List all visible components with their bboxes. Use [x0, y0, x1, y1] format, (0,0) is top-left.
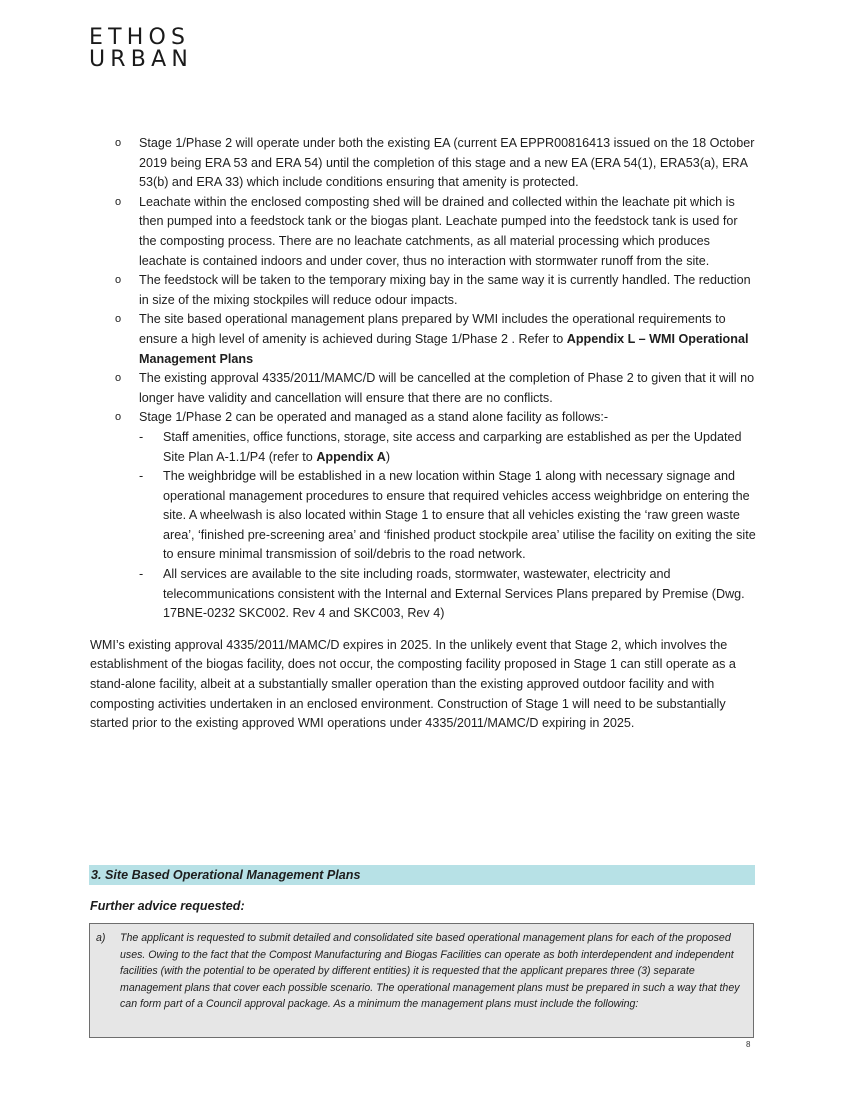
- bullet-item: [90, 134, 756, 193]
- advice-item-text: The applicant is requested to submit detailed and consolidated site based operational management plans for each of the proposed uses. Owing to the fact that the Compost Manufacturing and Biogas Facilities can operate as both interdependent and independent facilities (with the potential to be operated by different entities) it is requested that the applicant prepares three (3) separate management plans that cover each possible scenario. The operational management plans must be prepared in such a way that they can form part of a Council approval package. As a minimum the management plans must include the following:: [120, 932, 740, 1011]
- logo-line-1: ETHOS: [89, 25, 191, 50]
- advice-box: [89, 923, 754, 1038]
- bullet-text: [139, 369, 756, 408]
- document-body: [90, 134, 756, 734]
- bullet-item: [90, 408, 756, 624]
- bullet-text: [139, 271, 756, 310]
- bullet-text: [139, 310, 756, 369]
- text-run: ): [385, 449, 391, 464]
- section-title: 3. Site Based Operational Management Plans: [91, 868, 361, 882]
- sub-list-item: [139, 428, 756, 467]
- bullet-marker: o: [115, 372, 122, 385]
- text-run: The feedstock will be taken to the temporary mixing bay in the same way it is currently handled. The reduction in size of the mixing stockpiles will reduce odour impacts.: [139, 273, 751, 307]
- logo-line-2: URBAN: [89, 47, 193, 72]
- bullet-list: [90, 134, 756, 624]
- sub-item-text: [163, 467, 756, 565]
- bullet-marker: o: [115, 195, 122, 208]
- ethos-urban-logo: [89, 27, 193, 71]
- text-run: The existing approval 4335/2011/MAMC/D will be cancelled at the completion of Phase 2 to given that it will no longer have validity and cancellation will ensure that there are no conflicts.: [139, 371, 755, 405]
- section-heading: [89, 865, 755, 885]
- text-run: Stage 1/Phase 2 will operate under both the existing EA (current EA EPPR00816413 issued on the 18 October 2019 being ERA 53 and ERA 54) until the completion of this stage and a new EA (ERA 54(1), ERA53(a), ERA 53(b) and ERA 33) which include conditions ensuring that amenity is protected.: [139, 136, 755, 190]
- bullet-text: [139, 408, 756, 428]
- text-run: Stage 1/Phase 2 can be operated and managed as a stand alone facility as follows:-: [139, 410, 609, 425]
- bullet-marker: o: [115, 411, 122, 424]
- bullet-text: [139, 134, 756, 193]
- text-run: The site based operational management plans prepared by WMI includes the operational requirements to ensure a high level of amenity is achieved during Stage 1/Phase 2 . Refer to: [139, 312, 726, 346]
- page-number: 8: [746, 1040, 751, 1049]
- sub-item-text: [163, 428, 756, 467]
- text-run: All services are available to the site including roads, stormwater, wastewater, electricity and telecommunications consistent with the Internal and External Services Plans prepared by Premise (Dwg. 17BNE-0232 SKC002. Rev 4 and SKC003, Rev 4): [163, 567, 745, 621]
- bullet-marker: o: [115, 313, 122, 326]
- sub-list-item: [139, 565, 756, 624]
- text-run: Staff amenities, office functions, storage, site access and carparking are established as per the Updated Site Plan A-1.1/P4 (refer to: [163, 429, 742, 464]
- bullet-item: [90, 193, 756, 271]
- summary-paragraph: WMI’s existing approval 4335/2011/MAMC/D expires in 2025. In the unlikely event that Stage 2, which involves the establishment of the biogas facility, does not occur, the composting facility proposed in Stage 1 can still operate as a stand-alone facility, albeit at a substantially smaller operation than the existing approved outdoor facility and with composting activities undertaken in an enclosed environment. Construction of Stage 1 will need to be substantially started prior to the existing approved WMI operations under 4335/2011/MAMC/D expiring in 2025.: [90, 637, 736, 731]
- bullet-item: [90, 369, 756, 408]
- bold-reference: Appendix A: [316, 449, 386, 464]
- bold-reference: Appendix L – WMI Operational Management Plans: [139, 331, 749, 366]
- dash-marker: -: [139, 469, 144, 484]
- bullet-item: [90, 310, 756, 369]
- sub-item-text: [163, 565, 756, 624]
- sub-list: [139, 428, 756, 624]
- dash-marker: -: [139, 429, 144, 444]
- advice-item-letter: a): [96, 932, 106, 944]
- advice-heading: Further advice requested:: [90, 899, 245, 913]
- bullet-marker: o: [115, 137, 122, 149]
- text-run: Leachate within the enclosed composting shed will be drained and collected within the leachate pit which is then pumped into a feedstock tank or the biogas plant. Leachate pumped into the feedstock tank is used for the composting process. There are no leachate catchments, as all material processing which produces leachate is contained indoors and under cover, thus no interaction with stormwater runoff from the site.: [139, 194, 738, 268]
- sub-list-item: [139, 467, 756, 565]
- bullet-marker: o: [115, 274, 122, 287]
- bullet-item: [90, 271, 756, 310]
- text-run: The weighbridge will be established in a new location within Stage 1 along with necessary signage and operational management procedures to ensure that required vehicles access weighbridge on entering the site. A wheelwash is also located within Stage 1 to ensure that all vehicles existing the ‘raw green waste area’, ‘finished pre-screening area’ and ‘finished product stockpile area’ utilise the facility on exiting the site to ensure minimal transmission of soil/debris to the road network.: [163, 469, 756, 562]
- dash-marker: -: [139, 567, 144, 582]
- bullet-text: [139, 193, 756, 271]
